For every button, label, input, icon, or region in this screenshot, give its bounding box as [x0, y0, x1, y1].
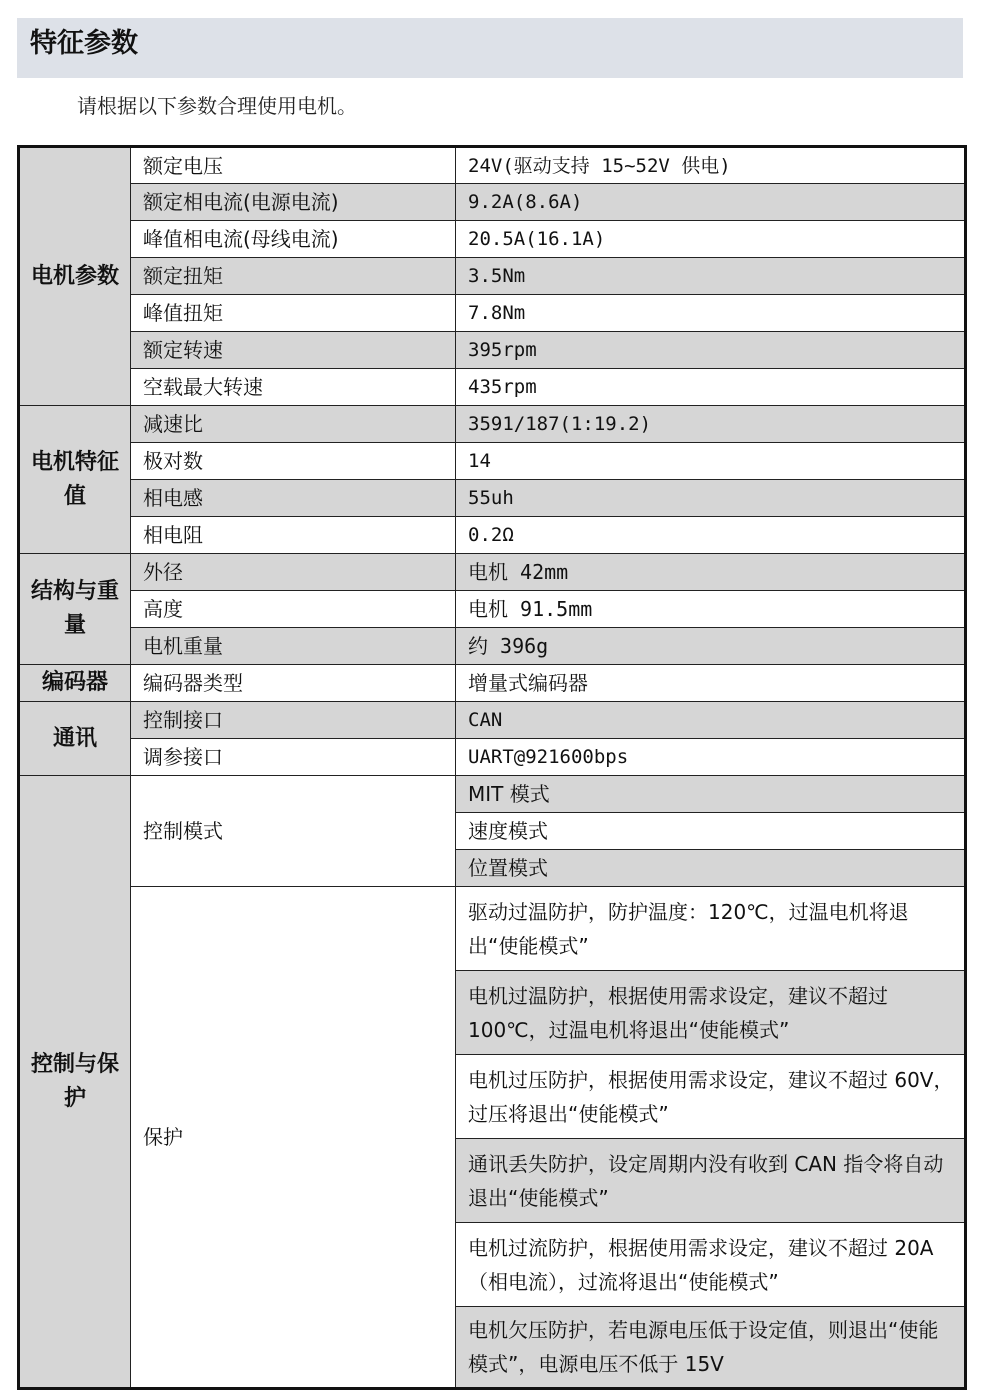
- param-name: 相电感: [131, 480, 456, 517]
- param-name: 极对数: [131, 443, 456, 480]
- group-label-encoder: 编码器: [19, 665, 131, 702]
- table-row: [19, 739, 966, 776]
- table-row: [19, 628, 966, 665]
- table-row: [19, 147, 966, 184]
- table-row: [19, 591, 966, 628]
- param-value: 电机 91.5mm: [456, 591, 966, 628]
- spec-table: [17, 145, 967, 1390]
- protection-value: 电机欠压防护，若电源电压低于设定值，则退出“使能模式”，电源电压不低于 15V: [456, 1307, 966, 1389]
- protection-value: 电机过压防护，根据使用需求设定，建议不超过 60V，过压将退出“使能模式”: [456, 1055, 966, 1139]
- param-name: 峰值相电流(母线电流): [131, 221, 456, 258]
- mode-value: MIT 模式: [456, 776, 966, 813]
- param-value: 20.5A(16.1A): [456, 221, 966, 258]
- section-header: [17, 18, 963, 78]
- param-name: 外径: [131, 554, 456, 591]
- param-name: 额定转速: [131, 332, 456, 369]
- param-name: 减速比: [131, 406, 456, 443]
- table-row: [19, 258, 966, 295]
- table-row: [19, 887, 966, 971]
- table-row: [19, 332, 966, 369]
- param-value: 55uh: [456, 480, 966, 517]
- param-name: 额定扭矩: [131, 258, 456, 295]
- param-value: 395rpm: [456, 332, 966, 369]
- param-value: 增量式编码器: [456, 665, 966, 702]
- param-name: 电机重量: [131, 628, 456, 665]
- group-label-communication: 通讯: [19, 702, 131, 776]
- param-name: 调参接口: [131, 739, 456, 776]
- group-label-structure: 结构与重量: [19, 554, 131, 665]
- table-row: [19, 221, 966, 258]
- param-value: 7.8Nm: [456, 295, 966, 332]
- protection-value: 驱动过温防护，防护温度：120℃，过温电机将退出“使能模式”: [456, 887, 966, 971]
- param-name: 相电阻: [131, 517, 456, 554]
- table-row: [19, 184, 966, 221]
- table-row: [19, 702, 966, 739]
- param-value: 约 396g: [456, 628, 966, 665]
- table-row: [19, 554, 966, 591]
- group-label-motor-params: 电机参数: [19, 147, 131, 406]
- mode-value: 速度模式: [456, 813, 966, 850]
- param-name: 编码器类型: [131, 665, 456, 702]
- param-name: 高度: [131, 591, 456, 628]
- intro-text: 请根据以下参数合理使用电机。: [77, 94, 357, 118]
- param-value: CAN: [456, 702, 966, 739]
- param-value: 14: [456, 443, 966, 480]
- table-row: [19, 295, 966, 332]
- param-name: 空载最大转速: [131, 369, 456, 406]
- mode-value: 位置模式: [456, 850, 966, 887]
- group-label-motor-features: 电机特征值: [19, 406, 131, 554]
- table-row: [19, 776, 966, 813]
- param-value: 3591/187(1:19.2): [456, 406, 966, 443]
- param-name: 额定相电流(电源电流): [131, 184, 456, 221]
- param-value: 24V(驱动支持 15~52V 供电): [456, 147, 966, 184]
- param-value: 9.2A(8.6A): [456, 184, 966, 221]
- param-name: 额定电压: [131, 147, 456, 184]
- table-row: [19, 369, 966, 406]
- table-row: [19, 443, 966, 480]
- table-row: [19, 665, 966, 702]
- param-value: 3.5Nm: [456, 258, 966, 295]
- param-name: 控制接口: [131, 702, 456, 739]
- protection-value: 通讯丢失防护，设定周期内没有收到 CAN 指令将自动退出“使能模式”: [456, 1139, 966, 1223]
- section-title: 特征参数: [30, 28, 138, 59]
- protection-value: 电机过温防护，根据使用需求设定，建议不超过 100℃，过温电机将退出“使能模式”: [456, 971, 966, 1055]
- param-value: 435rpm: [456, 369, 966, 406]
- param-name-control-mode: 控制模式: [131, 776, 456, 887]
- table-row: [19, 517, 966, 554]
- param-value: 电机 42mm: [456, 554, 966, 591]
- table-row: [19, 480, 966, 517]
- param-value: 0.2Ω: [456, 517, 966, 554]
- param-name: 峰值扭矩: [131, 295, 456, 332]
- group-label-control: 控制与保护: [19, 776, 131, 1389]
- param-value: UART@921600bps: [456, 739, 966, 776]
- protection-value: 电机过流防护，根据使用需求设定，建议不超过 20A（相电流），过流将退出“使能模式”: [456, 1223, 966, 1307]
- param-name-protection: 保护: [131, 887, 456, 1389]
- table-row: [19, 406, 966, 443]
